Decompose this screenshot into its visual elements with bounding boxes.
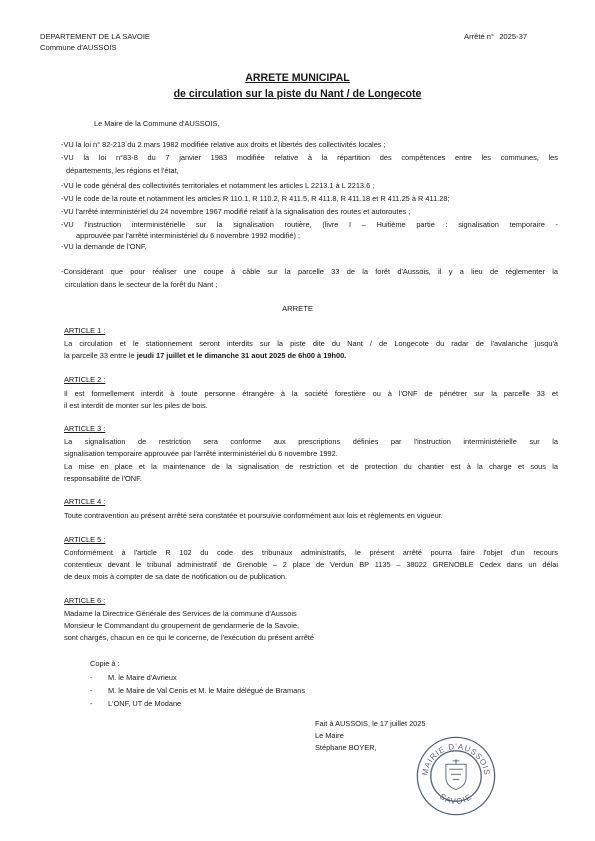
visa-line: -VU le code général des collectivités territoriales et notamment les articles L 2213.1 à L 2213.6 ; [61,181,375,190]
article-2-title: ARTICLE 2 : [64,375,106,384]
visa-line: -VU l'instruction interministérielle sur la signalisation routière, (livre I – Huitième partie : signalisation temporaire - [61,220,558,229]
article-6-text: Monsieur le Commandant du groupement de gendarmerie de la Savoie, [64,621,299,630]
article-2-text: Il est formellement interdit à toute personne étrangère à la société forestière ou à l'ONF de pénétrer sur la parcelle 33 et [64,389,558,398]
article-6-text: Madame la Directrice Générale des Services de la commune d'Aussois [64,609,297,618]
visa-line: -VU l'arrêté interministériel du 24 novembre 1967 modifié relatif à la signalisation des routes et autoroutes ; [61,207,411,216]
copy-bullet: - [90,686,93,695]
article-5-text: de deux mois à compter de sa date de notification ou de publication. [64,572,288,581]
copy-recipient: M. le Maire de Val Cenis et M. le Maire délégué de Bramans [108,686,306,695]
article-5-title: ARTICLE 5 : [64,535,106,544]
decree-reference [464,32,527,41]
svg-text:SAVOIE [438,792,474,806]
signature-name: Stéphane BOYER, [315,743,377,752]
article-3-text: La signalisation de restriction sera conforme aux prescriptions définies par l'instruction interministérielle sur la [64,437,558,446]
article-1-text: La circulation et le stationnement seront interdits sur la piste dite du Nant / de Longecote du radar de l'avalanche jusqu'à [64,339,558,348]
department-name: DEPARTEMENT DE LA SAVOIE [40,32,151,41]
decree-reference-label: Arrêté n° [464,32,495,41]
article-1-dates-period: jeudi 17 juillet et le dimanche 31 aout 2025 de 6h00 à 19h00. [136,351,347,360]
commune-name: Commune d'AUSSOIS [40,43,117,52]
article-2-text: il est interdit de monter sur les piles de bois. [64,401,208,410]
article-3-title: ARTICLE 3 : [64,424,106,433]
article-1-title: ARTICLE 1 : [64,326,106,335]
document-title: ARRETE MUNICIPAL [245,72,350,84]
copy-bullet: - [90,699,93,708]
article-5-text: Conformément à l'article R 102 du code des tribunaux administratifs, le présent arrêté pourra faire l'objet d'un recours [64,548,558,557]
visa-line: -VU la loi n°83-8 du 7 janvier 1983 modifiée relative à la répartition des compétences entre les communes, les [61,153,558,162]
visa-line: départements, les régions et l'état, [66,166,179,175]
article-6-title: ARTICLE 6 : [64,596,106,605]
document-subtitle: de circulation sur la piste du Nant / de Longecote [173,88,422,100]
article-3-text: signalisation temporaire approuvée par l'arrêté interministériel du 6 novembre 1992. [64,449,338,458]
intro-line: Le Maire de la Commune d'AUSSOIS, [94,119,220,128]
article-4-title: ARTICLE 4 : [64,497,106,506]
seal-text-bottom: SAVOIE [437,791,475,807]
article-1-dates-intro: la parcelle 33 entre le [64,351,137,360]
visa-line: -VU le code de la route et notamment les articles R 110.1, R 110.2, R 411.5, R 411.8, R 411.18 et R 411.25 à R 411.28; [61,194,450,203]
seal-emblem [446,759,466,789]
copies-label: Copie à : [90,659,120,668]
considerant-line: circulation dans le secteur de la forêt du Nant ; [65,280,218,289]
arrete-heading: ARRETE [282,304,313,313]
signature-role: Le Maire [315,731,344,740]
article-1-dates [64,351,346,360]
visa-line: -VU la loi n° 82-213 du 2 mars 1982 modifiée relative aux droits et libertés des collectivités locales ; [61,140,386,149]
copy-bullet: - [90,673,93,682]
visa-line: approuvée par l'arrêté interministériel du 6 novembre 1992 modifié) ; [76,231,301,240]
seal-text-top: MAIRIE D'AUSSOIS [420,742,492,777]
copy-recipient: M. le Maire d'Avrieux [108,673,177,682]
signature-place-date: Fait à AUSSOIS, le 17 juillet 2025 [315,719,426,728]
article-6-text: sont chargés, chacun en ce qui le concerne, de l'exécution du présent arrêté [64,633,314,642]
visa-line: -VU la demande de l'ONF, [61,242,147,251]
decree-reference-number: 2025-37 [499,32,528,41]
article-3-text: responsabilité de l'ONF. [64,474,142,483]
article-5-text: contentieux devant le tribunal administratif de Grenoble – 2 place de Verdun BP 1135 – 38022 GRENOBLE Cedex dans un délai [64,560,558,569]
article-4-text: Toute contravention au présent arrêté sera constatée et poursuivie conformément aux lois et règlements en vigueur. [64,511,443,520]
copy-recipient: L'ONF, UT de Modane [108,699,182,708]
considerant-line: -Considérant que pour réaliser une coupe à câble sur la parcelle 33 de la forêt d'Aussois, il y a lieu de réglementer la [61,267,558,276]
article-3-text: La mise en place et la maintenance de la signalisation de restriction et de protection du chantier est à la charge et sous la [64,462,558,471]
mairie-seal-stamp [414,734,498,818]
